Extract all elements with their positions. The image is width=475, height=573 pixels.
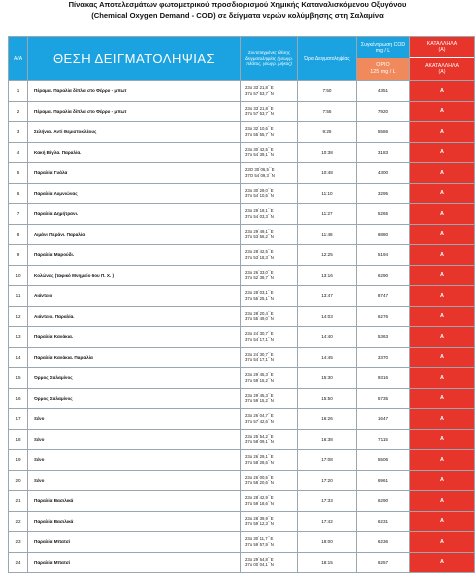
row-latitude: 23ο 30΄11,7΄΄Ε: [245, 536, 274, 542]
row-longitude: 37ο 54΄03,3΄΄Ν: [245, 213, 274, 219]
row-category: Α: [410, 429, 475, 450]
row-site: Λιμάνι Περάνι. Παραλία: [28, 224, 241, 245]
row-category: Α: [410, 163, 475, 184]
row-coordinates: [241, 327, 298, 348]
table-row: [9, 552, 475, 573]
row-time: 17:20: [298, 470, 357, 491]
row-category: Α: [410, 245, 475, 266]
row-coordinates: [241, 368, 298, 389]
row-site: Πέραμα. Παραλία δίπλα στο Φέρρυ - μπωτ: [28, 101, 241, 122]
row-latitude: 23ο 24΄30,7΄΄Ε: [245, 331, 274, 337]
row-category: Α: [410, 81, 475, 102]
row-number: 10: [9, 265, 28, 286]
row-longitude: 37ο 57΄53,7΄΄Ν: [245, 111, 274, 117]
row-latitude: 23ο 29΄45,3΄΄Ε: [245, 392, 274, 398]
table-row: [9, 491, 475, 512]
row-longitude: 37ο 52΄38,7΄΄Ν: [245, 275, 274, 281]
row-cod: 6276: [357, 306, 410, 327]
row-cod: 5265: [357, 204, 410, 225]
row-cod: 3183: [357, 142, 410, 163]
row-cod: 7115: [357, 429, 410, 450]
table-row: [9, 327, 475, 348]
header-row: [9, 37, 475, 81]
row-time: 10:38: [298, 142, 357, 163]
row-time: 17:42: [298, 511, 357, 532]
table-row: [9, 368, 475, 389]
row-latitude: 23ο 26΄00,5΄΄Ε: [245, 474, 274, 480]
row-latitude: 23ο 30΄42,5΄΄Ε: [245, 146, 274, 152]
row-category: Α: [410, 327, 475, 348]
row-coordinates: [241, 142, 298, 163]
row-longitude: 37ο 59΄15,2΄΄Ν: [245, 377, 274, 383]
header-suitable-code: (Α): [438, 47, 446, 53]
table-row: [9, 286, 475, 307]
results-table: [8, 36, 475, 573]
row-longitude: 37ο 54΄10,5΄΄Ν: [245, 193, 274, 199]
table-row: [9, 470, 475, 491]
row-coordinates: [241, 491, 298, 512]
row-category: Α: [410, 142, 475, 163]
table-row: [9, 81, 475, 102]
row-time: 16:38: [298, 429, 357, 450]
table-row: [9, 265, 475, 286]
table-row: [9, 183, 475, 204]
row-cod: 6236: [357, 532, 410, 553]
row-category: Α: [410, 450, 475, 471]
row-coordinates: [241, 265, 298, 286]
header-cod: [357, 37, 410, 81]
table-row: [9, 388, 475, 409]
table-row: [9, 409, 475, 430]
row-time: 14:03: [298, 306, 357, 327]
row-category: Α: [410, 347, 475, 368]
row-number: 20: [9, 470, 28, 491]
table-row: [9, 163, 475, 184]
row-time: 15:50: [298, 388, 357, 409]
row-category: Α: [410, 286, 475, 307]
row-site: Παραλία Δημήτρανι.: [28, 204, 241, 225]
row-latitude: 23ο 33΄21,8΄΄Ε: [245, 85, 274, 91]
row-longitude: 37ο 59΄15,2΄΄Ν: [245, 398, 274, 404]
header-limit: [357, 58, 409, 80]
row-coordinates: [241, 204, 298, 225]
row-cod: 4351: [357, 81, 410, 102]
row-latitude: 23ο 28΄39,9΄΄Ε: [245, 515, 274, 521]
row-category: Α: [410, 409, 475, 430]
row-site: Ξένο: [28, 409, 241, 430]
row-coordinates: [241, 224, 298, 245]
row-time: 18:00: [298, 532, 357, 553]
row-time: 11:48: [298, 224, 357, 245]
header-unsuitable: [410, 57, 474, 80]
row-category: Α: [410, 368, 475, 389]
row-time: 13:47: [298, 286, 357, 307]
row-category: Α: [410, 491, 475, 512]
row-coordinates: [241, 245, 298, 266]
row-coordinates: [241, 306, 298, 327]
header-limit-value: 125 mg / L: [370, 68, 396, 75]
row-number: 9: [9, 245, 28, 266]
row-latitude: 23ο 25΄54,2΄΄Ε: [245, 433, 274, 439]
row-site: Παραλία Γυάλα: [28, 163, 241, 184]
row-longitude: 37ο 00΄04,1΄΄Ν: [245, 562, 274, 568]
row-category: Α: [410, 470, 475, 491]
row-latitude: 23ο 26΄29,1΄΄Ε: [245, 454, 274, 460]
row-number: 24: [9, 552, 28, 573]
row-longitude: 37ο 55΄49,0΄΄Ν: [245, 316, 274, 322]
row-number: 16: [9, 388, 28, 409]
row-site: Ξένο: [28, 470, 241, 491]
row-number: 18: [9, 429, 28, 450]
row-latitude: 23ο 26΄04,7΄΄Ε: [245, 413, 274, 419]
row-coordinates: [241, 101, 298, 122]
row-site: Πέραμα. Παραλία δίπλα στο Φέρρυ - μπωτ: [28, 81, 241, 102]
row-site: Παραλία Λυμνιώνας: [28, 183, 241, 204]
row-number: 7: [9, 204, 28, 225]
header-suitability: [410, 37, 475, 81]
row-cod: 4300: [357, 163, 410, 184]
row-longitude: 37ο 59΄12,3΄΄Ν: [245, 521, 274, 527]
row-longitude: 37ο 58΄28,6΄΄Ν: [245, 459, 274, 465]
row-number: 23: [9, 532, 28, 553]
row-category: Α: [410, 388, 475, 409]
row-cod: 6961: [357, 470, 410, 491]
row-site: Κολώνες (ταφικό Μνημείο 6ου Π. Χ. ): [28, 265, 241, 286]
row-category: Α: [410, 532, 475, 553]
row-longitude: 37ο 57΄42,6΄΄Ν: [245, 418, 274, 424]
row-site: Αιάντειο: [28, 286, 241, 307]
row-coordinates: [241, 511, 298, 532]
row-category: Α: [410, 265, 475, 286]
row-cod: 6290: [357, 491, 410, 512]
row-category: Α: [410, 306, 475, 327]
row-time: 12:25: [298, 245, 357, 266]
row-time: 10:48: [298, 163, 357, 184]
row-longitude: 37ο 54΄17,1΄΄Ν: [245, 336, 274, 342]
row-number: 2: [9, 101, 28, 122]
row-cod: 5506: [357, 450, 410, 471]
header-aa: Α/Α: [9, 37, 28, 81]
row-latitude: 23ο 28΄20,4΄΄Ε: [245, 310, 274, 316]
table-row: [9, 142, 475, 163]
row-site: Ξένο: [28, 450, 241, 471]
row-latitude: 23ο 32΄10,6΄΄Ε: [245, 126, 274, 132]
row-number: 15: [9, 368, 28, 389]
row-coordinates: [241, 286, 298, 307]
row-latitude: 23Ο 30΄06,5΄΄Ε: [245, 167, 275, 173]
row-longitude: 37ο 59΄18,6΄΄Ν: [245, 500, 274, 506]
row-category: Α: [410, 122, 475, 143]
row-latitude: 23ο 29΄49,1΄΄Ε: [245, 228, 274, 234]
row-latitude: 23ο 33΄21,8΄΄Ε: [245, 105, 274, 111]
row-cod: 6880: [357, 224, 410, 245]
row-site: Παραλία Βασιλικά: [28, 511, 241, 532]
row-coordinates: [241, 183, 298, 204]
header-coords: Συντεταγμένες θέσης δειγματοληψίας (γεωγρ. πλάτος, γεωγρ. μήκος): [241, 37, 298, 81]
row-site: Παραλία Μπατσί: [28, 552, 241, 573]
row-time: 7:50: [298, 81, 357, 102]
row-time: 14:45: [298, 347, 357, 368]
row-longitude: 37ο 55΄55,7΄΄Ν: [245, 131, 274, 137]
row-time: 13:16: [298, 265, 357, 286]
row-coordinates: [241, 81, 298, 102]
row-number: 6: [9, 183, 28, 204]
row-latitude: 23ο 28΄03,1΄΄Ε: [245, 290, 274, 296]
table-body: [9, 81, 475, 573]
header-suitable: [410, 37, 474, 57]
header-time: Ώρα Δειγματοληψίας: [298, 37, 357, 81]
row-latitude: 23ο 30΄29,0΄΄Ε: [245, 187, 274, 193]
row-coordinates: [241, 532, 298, 553]
table-row: [9, 532, 475, 553]
row-cod: 5363: [357, 327, 410, 348]
title-line-2: (Chemical Oxygen Demand - COD) σε δείγματα νερών κολύμβησης στη Σαλαμίνα: [91, 10, 384, 20]
table-row: [9, 204, 475, 225]
row-time: 15:30: [298, 368, 357, 389]
row-cod: 9316: [357, 368, 410, 389]
row-category: Α: [410, 552, 475, 573]
table-row: [9, 101, 475, 122]
row-latitude: 23ο 29΄18,1΄΄Ε: [245, 208, 274, 214]
row-time: 11:10: [298, 183, 357, 204]
row-number: 4: [9, 142, 28, 163]
row-coordinates: [241, 163, 298, 184]
row-longitude: 37ο 58΄09,1΄΄Ν: [245, 439, 274, 445]
header-suitable-label: ΚΑΤΑΛΛΗΛΑ: [426, 40, 458, 47]
row-longitude: 37ο 55΄25,1΄΄Ν: [245, 295, 274, 301]
row-longitude: 37ο 59΄57,9΄΄Ν: [245, 541, 274, 547]
table-row: [9, 429, 475, 450]
row-coordinates: [241, 347, 298, 368]
row-coordinates: [241, 388, 298, 409]
row-longitude: 37ο 53΄56,2΄΄Ν: [245, 234, 274, 240]
row-longitude: 37ο 58΄20,6΄΄Ν: [245, 480, 274, 486]
header-unsuitable-label: ΑΚΑΤΑΛΛΗΛΑ: [425, 62, 459, 69]
row-latitude: 23ο 28΄42,5΄΄Ε: [245, 249, 274, 255]
row-category: Α: [410, 204, 475, 225]
row-site: Ξένο: [28, 429, 241, 450]
row-time: 14:40: [298, 327, 357, 348]
row-time: 7:55: [298, 101, 357, 122]
header-cod-label: Συγκέντρωση COD mg / L: [360, 41, 406, 54]
row-number: 5: [9, 163, 28, 184]
row-latitude: 23ο 29΄45,3΄΄Ε: [245, 372, 274, 378]
row-coordinates: [241, 470, 298, 491]
row-coordinates: [241, 122, 298, 143]
row-coordinates: [241, 429, 298, 450]
row-number: 12: [9, 306, 28, 327]
row-site: Παραλία Βασιλικά: [28, 491, 241, 512]
row-number: 21: [9, 491, 28, 512]
row-site: Όρμος Σαλαμίνος: [28, 368, 241, 389]
row-cod: 8747: [357, 286, 410, 307]
row-time: 18:15: [298, 552, 357, 573]
row-cod: 1647: [357, 409, 410, 430]
row-latitude: 23ο 26΄33,0΄΄Ε: [245, 269, 274, 275]
row-number: 1: [9, 81, 28, 102]
header-unsuitable-code: (Α): [438, 69, 446, 75]
row-cod: 5586: [357, 122, 410, 143]
row-time: 17:33: [298, 491, 357, 512]
header-limit-label: ΟΡΙΟ: [376, 61, 390, 68]
row-site: Αιάντειο. Παραλία.: [28, 306, 241, 327]
row-longitude: 37ο 54΄17,1΄΄Ν: [245, 357, 274, 363]
row-longitude: 37ο 57΄53,7΄΄Ν: [245, 90, 274, 96]
row-coordinates: [241, 409, 298, 430]
header-site: ΘΕΣΗ ΔΕΙΓΜΑΤΟΛΗΨΙΑΣ: [28, 37, 241, 81]
row-site: Παραλία Κανάκια.: [28, 327, 241, 348]
table-row: [9, 450, 475, 471]
row-number: 8: [9, 224, 28, 245]
row-coordinates: [241, 552, 298, 573]
row-site: Παραλία Μπατσί: [28, 532, 241, 553]
row-time: 17:08: [298, 450, 357, 471]
row-cod: 5735: [357, 388, 410, 409]
row-time: 11:27: [298, 204, 357, 225]
row-site: Όρμος Σαλαμίνος: [28, 388, 241, 409]
row-cod: 6257: [357, 552, 410, 573]
row-number: 14: [9, 347, 28, 368]
row-site: Κακή Βίγλα. Παραλία.: [28, 142, 241, 163]
table-row: [9, 347, 475, 368]
row-number: 13: [9, 327, 28, 348]
row-number: 22: [9, 511, 28, 532]
row-number: 19: [9, 450, 28, 471]
row-category: Α: [410, 224, 475, 245]
row-longitude: 37Ο 54΄09,3΄΄Ν: [245, 172, 275, 178]
row-coordinates: [241, 450, 298, 471]
table-row: [9, 245, 475, 266]
row-category: Α: [410, 101, 475, 122]
row-cod: 3295: [357, 183, 410, 204]
row-site: Παραλία Μαρούδι.: [28, 245, 241, 266]
table-row: [9, 306, 475, 327]
row-time: 9:25: [298, 122, 357, 143]
table-row: [9, 511, 475, 532]
row-latitude: 23ο 24΄30,7΄΄Ε: [245, 351, 274, 357]
row-category: Α: [410, 183, 475, 204]
row-cod: 3370: [357, 347, 410, 368]
row-number: 11: [9, 286, 28, 307]
row-cod: 5194: [357, 245, 410, 266]
row-time: 16:26: [298, 409, 357, 430]
document-title: [0, 0, 475, 32]
row-latitude: 23ο 28΄42,9΄΄Ε: [245, 495, 274, 501]
row-cod: 6290: [357, 265, 410, 286]
row-number: 17: [9, 409, 28, 430]
row-longitude: 37ο 54΄39,1΄΄Ν: [245, 152, 274, 158]
row-cod: 6231: [357, 511, 410, 532]
row-site: Σελήνια. Αντί Θεμιστοκλέους: [28, 122, 241, 143]
row-cod: 7920: [357, 101, 410, 122]
row-number: 3: [9, 122, 28, 143]
row-category: Α: [410, 511, 475, 532]
row-site: Παραλία Κανάκια. Παραλία: [28, 347, 241, 368]
table-row: [9, 122, 475, 143]
table-row: [9, 224, 475, 245]
row-longitude: 37ο 53΄18,3΄΄Ν: [245, 254, 274, 260]
title-line-1: Πίνακας Αποτελεσμάτων φωτομετρικού προσδιορισμού Χημικής Καταναλισκόμενου Οξυγόνου: [68, 0, 407, 9]
row-latitude: 23ο 29΄54,8΄΄Ε: [245, 556, 274, 562]
